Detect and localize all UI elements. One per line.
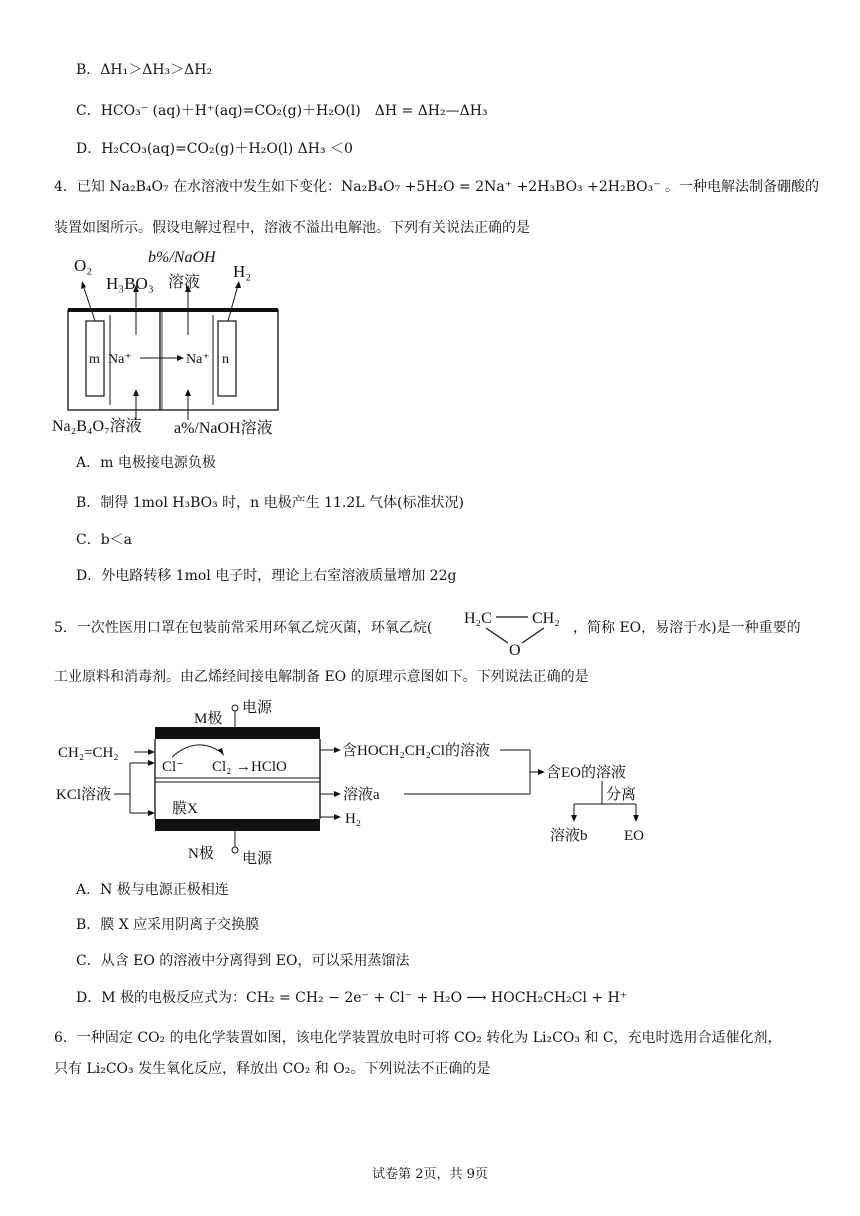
eo-o: O	[509, 642, 521, 659]
label-power-top: 电源	[242, 700, 273, 716]
label-solution: 溶液	[168, 274, 201, 291]
label-ethylene: CH₂=CH₂	[58, 745, 119, 761]
label-cl2: Cl₂	[212, 759, 232, 775]
label-out-hoch2ch2cl: 含HOCH₂CH₂Cl的溶液	[342, 743, 490, 759]
label-na-left: Na⁺	[108, 352, 132, 367]
label-membrane-x: 膜X	[172, 801, 198, 817]
q5-indirect-electrolysis-diagram	[52, 695, 672, 873]
q4-option-c: C．b＜a	[76, 532, 133, 548]
label-o2: O₂	[74, 256, 93, 275]
q6-stem-line1: 6．一种固定 CO₂ 的电化学装置如图，该电化学装置放电时可将 CO₂ 转化为 Li₂CO₃ 和 C，充电时选用合适催化剂，	[54, 1030, 782, 1046]
q4-option-d: D．外电路转移 1mol 电子时，理论上右室溶液质量增加 22g	[76, 568, 457, 584]
q4-electrolysis-diagram	[48, 245, 308, 440]
q4-option-a: A．m 电极接电源负极	[76, 455, 216, 471]
label-out-solution-a: 溶液a	[343, 787, 380, 803]
n-electrode	[155, 819, 320, 831]
label-n: n	[222, 352, 229, 367]
label-na2b4o7-solution: Na₂B₄O₇溶液	[52, 418, 142, 435]
label-power-bottom: 电源	[242, 851, 273, 867]
label-solution-b: 溶液b	[550, 828, 588, 844]
label-naoh-b: b%/NaOH	[148, 249, 216, 266]
label-m: m	[89, 352, 100, 367]
label-cl-ion: Cl⁻	[162, 759, 185, 775]
label-na-right: Na⁺	[186, 352, 210, 367]
label-m-pole: M极	[194, 711, 223, 727]
label-eo-solution: 含EO的溶液	[546, 765, 626, 781]
eo-ch2: CH₂	[532, 610, 560, 627]
page-footer: 试卷第 2页，共 9页	[372, 1167, 488, 1182]
label-h2: H₂	[233, 262, 252, 281]
q5-stem-line1b: ，简称 EO，易溶于水)是一种重要的	[573, 620, 801, 636]
label-hclo: →HClO	[236, 759, 287, 775]
q3-option-d: D．H₂CO₃(aq)=CO₂(g)＋H₂O(l) ΔH₃ ＜0	[76, 141, 353, 157]
label-kcl-solution: KCl溶液	[56, 787, 112, 803]
q4-stem-line1: 4．已知 Na₂B₄O₇ 在水溶液中发生如下变化：Na₂B₄O₇ +5H₂O = 2Na⁺ +2H₃BO₃ +2H₂BO₃⁻ 。一种电解法制备硼酸的	[54, 179, 820, 195]
label-eo: EO	[624, 828, 644, 844]
q4-option-b: B．制得 1mol H₃BO₃ 时，n 电极产生 11.2L 气体(标准状况)	[76, 495, 464, 511]
m-electrode	[155, 727, 320, 739]
q6-stem-line2: 只有 Li₂CO₃ 发生氧化反应，释放出 CO₂ 和 O₂。下列说法不正确的是	[54, 1061, 491, 1077]
label-naoh-a-solution: a%/NaOH溶液	[174, 420, 273, 437]
ethylene-oxide-structure	[458, 598, 578, 660]
label-h3bo3: H₃BO₃	[106, 274, 154, 293]
label-separate: 分离	[606, 787, 637, 803]
q5-option-c: C．从含 EO 的溶液中分离得到 EO，可以采用蒸馏法	[76, 953, 410, 969]
q3-option-b: B．ΔH₁＞ΔH₃＞ΔH₂	[76, 62, 213, 78]
label-out-h2: H₂	[345, 811, 362, 827]
q3-option-c: C．HCO₃⁻ (aq)＋H⁺(aq)=CO₂(g)＋H₂O(l) ΔH = ΔH₂—ΔH₃	[76, 103, 488, 119]
q5-option-d: D．M 极的电极反应式为：CH₂ = CH₂ − 2e⁻ + Cl⁻ + H₂O ⟶ HOCH₂CH₂Cl + H⁺	[76, 990, 628, 1006]
q5-option-a: A．N 极与电源正极相连	[76, 882, 229, 898]
q5-stem-line1a: 5．一次性医用口罩在包装前常采用环氧乙烷灭菌，环氧乙烷(	[54, 620, 433, 636]
q5-stem-line2: 工业原料和消毒剂。由乙烯经间接电解制备 EO 的原理示意图如下。下列说法正确的是	[54, 669, 589, 685]
label-n-pole: N极	[188, 846, 214, 862]
q4-stem-line2: 装置如图所示。假设电解过程中，溶液不溢出电解池。下列有关说法正确的是	[54, 220, 530, 236]
q5-option-b: B．膜 X 应采用阴离子交换膜	[76, 917, 260, 933]
eo-h2c: H₂C	[464, 610, 492, 627]
